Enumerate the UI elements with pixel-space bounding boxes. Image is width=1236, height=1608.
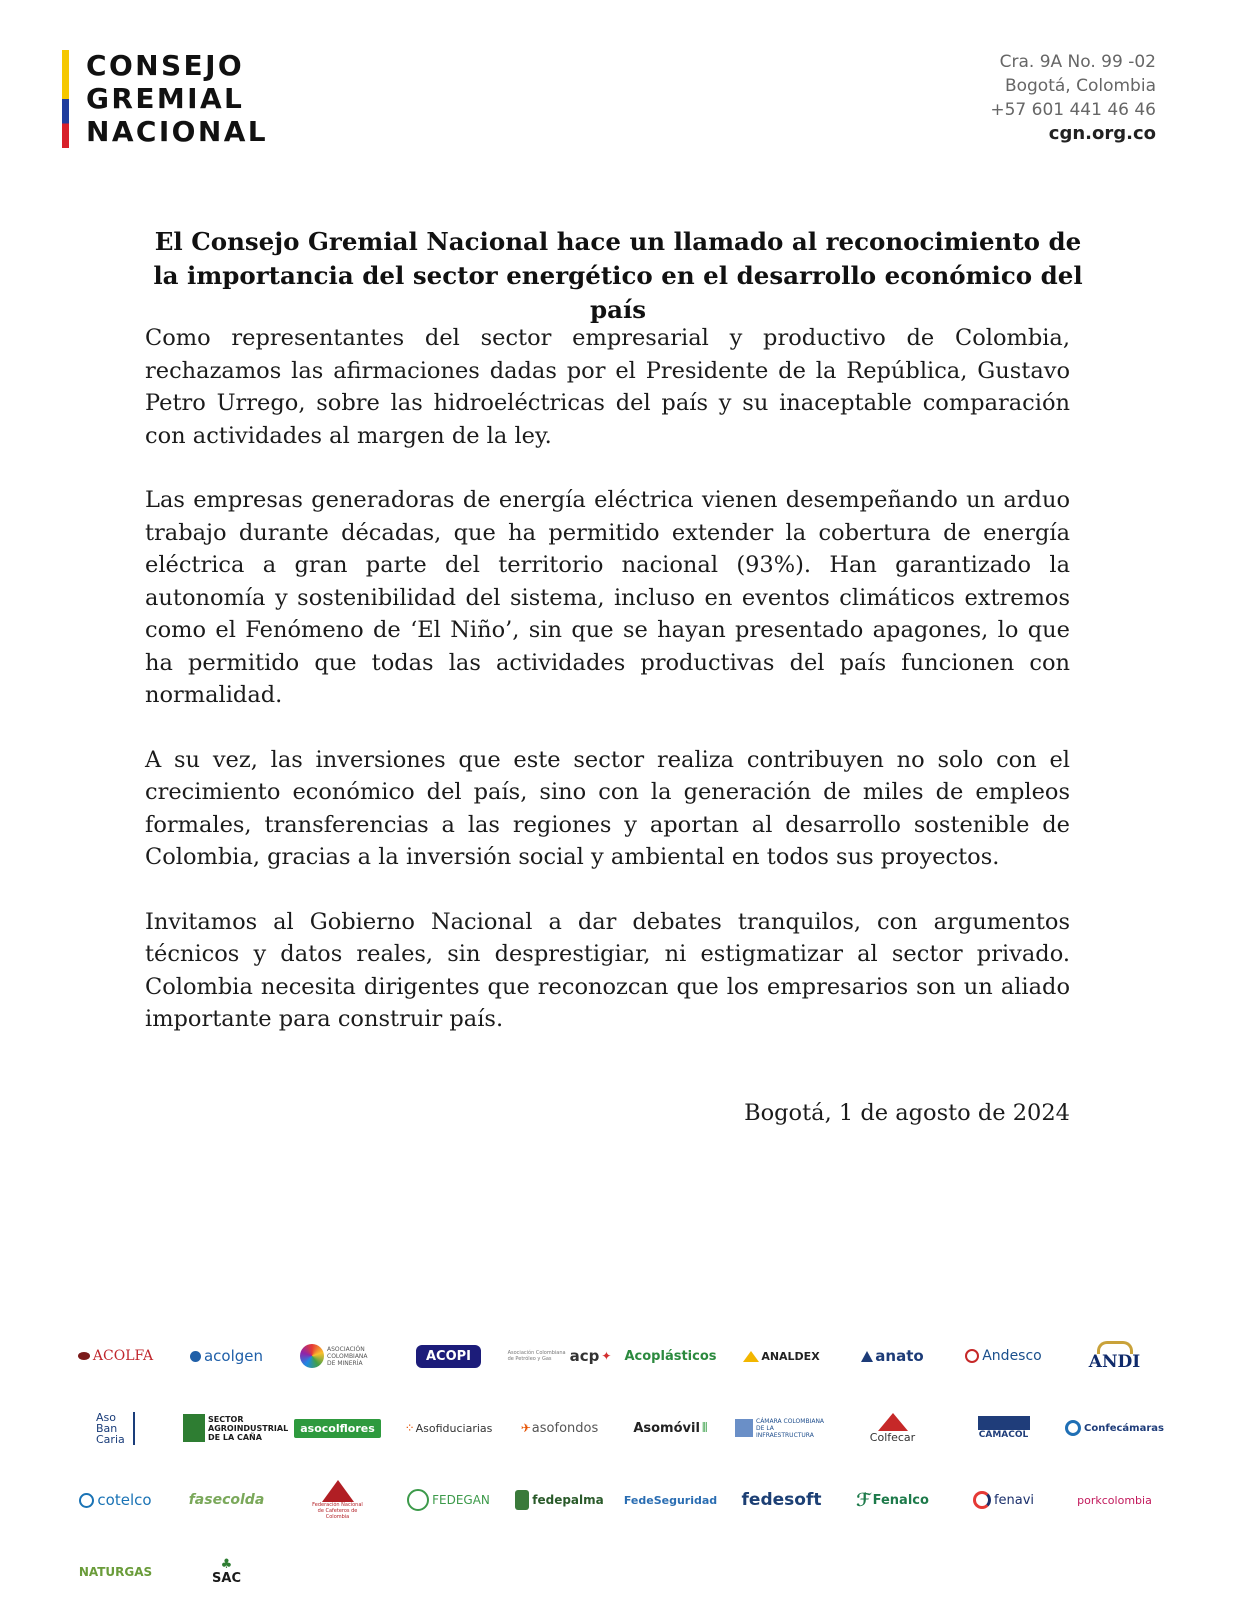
document-title: El Consejo Gremial Nacional hace un llamado al reconocimiento de la importancia del sector energético en el desarrollo económico del país (153, 227, 1083, 324)
sac-logo: ♣ SAC (212, 1557, 241, 1586)
paragraph: A su vez, las inversiones que este sector realiza contribuyen no solo con el crecimiento económico del país, sino con la generación de miles de empleos formales, transferencias a las regiones y aportan al desarrollo sostenible de Colombia, gracias a la inversión social y ambiental en todos sus proyectos. (145, 746, 1070, 870)
cci-logo: CÁMARA COLOMBIANA DE LA INFRAESTRUCTURA (726, 1392, 837, 1464)
colfecar-logo: Colfecar (837, 1392, 948, 1464)
asocolflores-logo: asocolflores (282, 1392, 393, 1464)
acopi-logo: ACOPI (393, 1320, 504, 1392)
fedeseguridad-logo: FedeSeguridad (623, 1493, 718, 1507)
anato-logo: anato (837, 1320, 948, 1392)
acoplasticos-logo: Acoplásticos (624, 1348, 717, 1364)
phone-number: +57 601 441 46 46 (990, 100, 1156, 120)
address-line: Cra. 9A No. 99 -02 (999, 52, 1156, 72)
website-link[interactable]: cgn.org.co (1048, 123, 1156, 144)
acolgen-logo: acolgen (171, 1320, 282, 1392)
logo-line-3: NACIONAL (86, 115, 269, 148)
asofondos-logo: ✈ asofondos (520, 1420, 599, 1436)
address-line: Bogotá, Colombia (1004, 76, 1156, 96)
camacol-logo: CAMACOL (948, 1392, 1059, 1464)
asobancaria-logo: Aso Ban Caria (60, 1392, 171, 1464)
andi-logo: ANDI (1059, 1320, 1170, 1392)
logo-line-1: CONSEJO (86, 49, 245, 82)
naturgas-logo: NATURGAS (78, 1565, 153, 1579)
fedesoft-logo: fedesoft (741, 1490, 822, 1510)
analdex-logo: ANALDEX (726, 1320, 837, 1392)
fnc-logo: Federación Nacional de Cafeteros de Colombia (282, 1464, 393, 1536)
contact-address (990, 50, 1156, 146)
fenavi-logo: fenavi (948, 1464, 1059, 1536)
logo-wordmark (86, 50, 268, 148)
asomovil-logo: Asomóvil ⦀ (633, 1420, 708, 1436)
andesco-logo: Andesco (948, 1320, 1059, 1392)
paragraph: Como representantes del sector empresarial y productivo de Colombia, rechazamos las afirmaciones dadas por el Presidente de la República, Gustavo Petro Urrego, sobre las hidroeléctricas del país y su inaceptable comparación con actividades al margen de la ley. (145, 325, 1070, 449)
logo-line-2: GREMIAL (86, 82, 245, 115)
fenalco-logo: ℱ Fenalco (856, 1489, 929, 1511)
document-body (145, 322, 1070, 1068)
fedepalma-logo: fedepalma (504, 1464, 615, 1536)
confecamaras-logo: Confecámaras (1059, 1392, 1170, 1464)
cotelco-logo: cotelco (60, 1464, 171, 1536)
acp-logo: Asociación Colombiana de Petróleo y Gas acp ✦ (507, 1347, 612, 1365)
acmineria-logo: ASOCIACIÓN COLOMBIANA DE MINERÍA (282, 1320, 393, 1392)
fasecolda-logo: fasecolda (188, 1492, 265, 1508)
asofiduciarias-logo: ⁘ Asofiduciarias (404, 1421, 493, 1435)
logo-color-bar (62, 50, 69, 148)
acolfa-logo: ACOLFA (60, 1320, 171, 1392)
paragraph: Las empresas generadoras de energía eléctrica vienen desempeñando un arduo trabajo durante décadas, que ha permitido extender la cobertura de energía eléctrica a gran parte del territorio nacional (93%). Han garantizado la autonomía y sostenibilidad del sistema, incluso en eventos climáticos extremos como el Fenómeno de ‘El Niño’, sin que se hayan presentado apagones, lo que ha permitido que todas las actividades productivas del país funcionen con normalidad. (145, 487, 1070, 708)
paragraph: Invitamos al Gobierno Nacional a dar debates tranquilos, con argumentos técnicos y datos reales, sin desprestigiar, ni estigmatizar al sector privado. Colombia necesita dirigentes que reconozcan que los empresarios son un aliado importante para construir país. (145, 908, 1070, 1032)
cgn-logo (62, 50, 268, 148)
asocana-logo: SECTOR AGROINDUSTRIAL DE LA CAÑA (171, 1392, 282, 1464)
fedegan-logo: FEDEGAN (393, 1464, 504, 1536)
member-logos-grid (60, 1320, 1170, 1608)
porkcolombia-logo: porkcolombia (1077, 1493, 1152, 1507)
document-date: Bogotá, 1 de agosto de 2024 (744, 1100, 1070, 1126)
